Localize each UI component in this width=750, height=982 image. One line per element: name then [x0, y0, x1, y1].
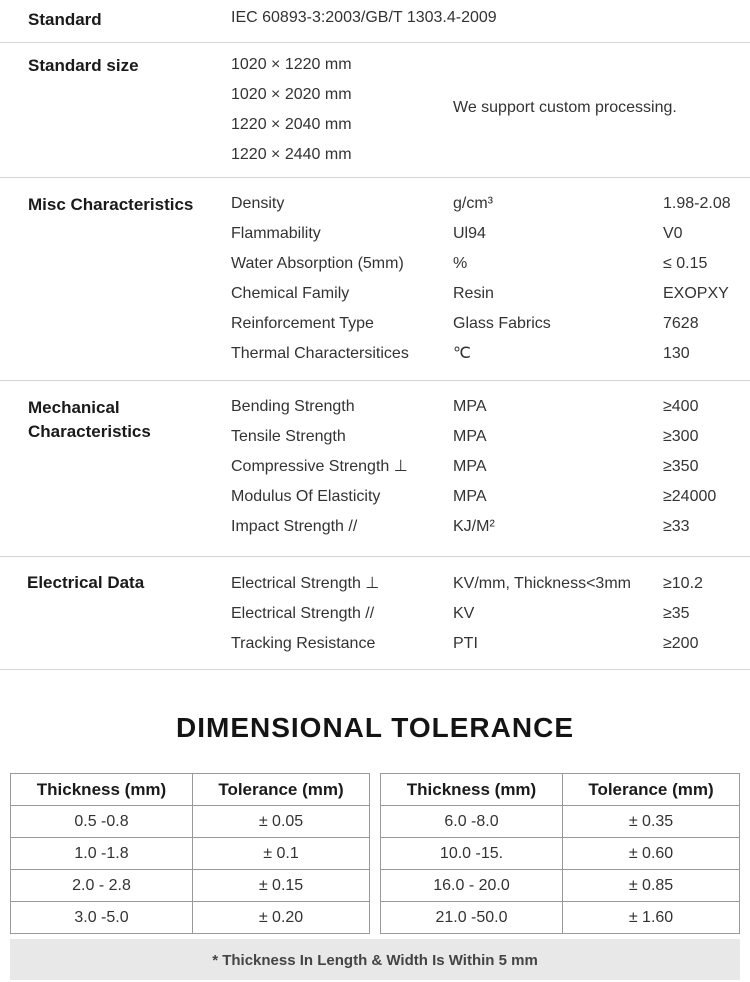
table-row — [381, 806, 740, 838]
property-row — [0, 512, 750, 542]
electrical-section — [0, 557, 750, 669]
table-row — [11, 902, 370, 934]
property-unit: KJ/M² — [453, 518, 495, 535]
table-header-row — [11, 774, 370, 806]
table-row — [381, 902, 740, 934]
property-row — [0, 189, 750, 219]
table-row — [11, 838, 370, 870]
size-row — [0, 110, 750, 140]
tolerance-header: Tolerance (mm) — [193, 774, 370, 806]
property-row — [0, 339, 750, 369]
property-row — [0, 629, 750, 659]
divider — [0, 669, 750, 670]
property-unit: KV — [453, 605, 475, 622]
tolerance-cell: ± 0.20 — [193, 902, 370, 934]
tolerance-cell: ± 0.15 — [193, 870, 370, 902]
table-row — [381, 838, 740, 870]
table-row — [381, 870, 740, 902]
property-value: ≥10.2 — [663, 575, 703, 592]
size-row — [0, 50, 750, 80]
property-value: EXOPXY — [663, 285, 729, 302]
thickness-cell: 6.0 -8.0 — [381, 806, 563, 838]
property-value: 130 — [663, 345, 690, 362]
property-value: ≥200 — [663, 635, 699, 652]
property-name: Electrical Strength // — [231, 605, 375, 622]
property-unit: % — [453, 255, 468, 272]
property-row — [0, 482, 750, 512]
tolerance-cell: ± 0.1 — [193, 838, 370, 870]
electrical-label: Electrical Data — [27, 573, 145, 592]
thickness-note: * Thickness In Length & Width Is Within 5 mm — [10, 939, 740, 980]
size-value: 1220 × 2440 mm — [231, 146, 352, 163]
tolerance-table-right — [380, 773, 740, 934]
property-unit: KV/mm, Thickness<3mm — [453, 575, 631, 592]
property-row — [0, 249, 750, 279]
tolerance-cell: ± 0.85 — [563, 870, 740, 902]
table-row — [11, 806, 370, 838]
property-row — [0, 279, 750, 309]
standard-size-section — [0, 43, 750, 177]
tolerance-cell: ± 0.60 — [563, 838, 740, 870]
thickness-cell: 3.0 -5.0 — [11, 902, 193, 934]
property-unit: Ul94 — [453, 225, 486, 242]
thickness-cell: 2.0 - 2.8 — [11, 870, 193, 902]
property-name: Chemical Family — [231, 285, 350, 302]
size-value: 1220 × 2040 mm — [231, 116, 352, 133]
standard-row — [0, 3, 750, 33]
property-row — [0, 309, 750, 339]
property-unit: g/cm³ — [453, 195, 493, 212]
property-value: ≥350 — [663, 458, 699, 475]
tolerance-table-left — [10, 773, 370, 934]
property-row — [0, 599, 750, 629]
thickness-header: Thickness (mm) — [11, 774, 193, 806]
misc-section — [0, 178, 750, 380]
size-value: 1020 × 2020 mm — [231, 86, 352, 103]
tolerance-cell: ± 0.35 — [563, 806, 740, 838]
property-row — [0, 569, 750, 599]
tolerance-cell: ± 0.05 — [193, 806, 370, 838]
property-name: Modulus Of Elasticity — [231, 488, 381, 505]
property-name: Flammability — [231, 225, 321, 242]
tolerance-header: Tolerance (mm) — [563, 774, 740, 806]
thickness-cell: 10.0 -15. — [381, 838, 563, 870]
mechanical-section — [0, 381, 750, 556]
property-unit: ℃ — [453, 345, 471, 362]
tolerance-cell: ± 1.60 — [563, 902, 740, 934]
property-unit: Glass Fabrics — [453, 315, 551, 332]
standard-size-label: Standard size — [28, 56, 139, 75]
property-value: V0 — [663, 225, 683, 242]
table-header-row — [381, 774, 740, 806]
mechanical-label-line1: Mechanical — [28, 398, 120, 417]
property-unit: MPA — [453, 458, 487, 475]
property-name: Thermal Charactersitices — [231, 345, 409, 362]
standard-label: Standard — [28, 10, 102, 29]
property-unit: Resin — [453, 285, 494, 302]
property-name: Tensile Strength — [231, 428, 346, 445]
property-name: Density — [231, 195, 285, 212]
property-unit: MPA — [453, 488, 487, 505]
property-name: Water Absorption (5mm) — [231, 255, 404, 272]
thickness-cell: 16.0 - 20.0 — [381, 870, 563, 902]
property-value: 7628 — [663, 315, 699, 332]
mechanical-label-line2: Characteristics — [28, 422, 151, 441]
standard-value: IEC 60893-3:2003/GB/T 1303.4-2009 — [231, 9, 497, 26]
standard-section — [0, 0, 750, 42]
property-name: Tracking Resistance — [231, 635, 376, 652]
property-row — [0, 219, 750, 249]
custom-processing-note: We support custom processing. — [453, 99, 677, 116]
property-value: 1.98-2.08 — [663, 195, 731, 212]
property-row — [0, 392, 750, 422]
thickness-cell: 21.0 -50.0 — [381, 902, 563, 934]
misc-label: Misc Characteristics — [28, 195, 194, 214]
size-value: 1020 × 1220 mm — [231, 56, 352, 73]
property-name: Impact Strength // — [231, 518, 358, 535]
property-name: Compressive Strength ⊥ — [231, 458, 408, 475]
property-name: Bending Strength — [231, 398, 355, 415]
property-row — [0, 422, 750, 452]
property-name: Reinforcement Type — [231, 315, 374, 332]
tolerance-title: DIMENSIONAL TOLERANCE — [176, 712, 574, 743]
size-row — [0, 140, 750, 170]
property-value: ≥300 — [663, 428, 699, 445]
thickness-cell: 0.5 -0.8 — [11, 806, 193, 838]
property-value: ≥33 — [663, 518, 690, 535]
property-unit: MPA — [453, 428, 487, 445]
property-unit: MPA — [453, 398, 487, 415]
thickness-header: Thickness (mm) — [381, 774, 563, 806]
property-value: ≥400 — [663, 398, 699, 415]
property-value: ≥24000 — [663, 488, 717, 505]
size-row — [0, 80, 750, 116]
thickness-cell: 1.0 -1.8 — [11, 838, 193, 870]
property-unit: PTI — [453, 635, 478, 652]
property-name: Electrical Strength ⊥ — [231, 575, 380, 592]
property-value: ≥35 — [663, 605, 690, 622]
property-row — [0, 452, 750, 482]
property-value: ≤ 0.15 — [663, 255, 708, 272]
table-row — [11, 870, 370, 902]
